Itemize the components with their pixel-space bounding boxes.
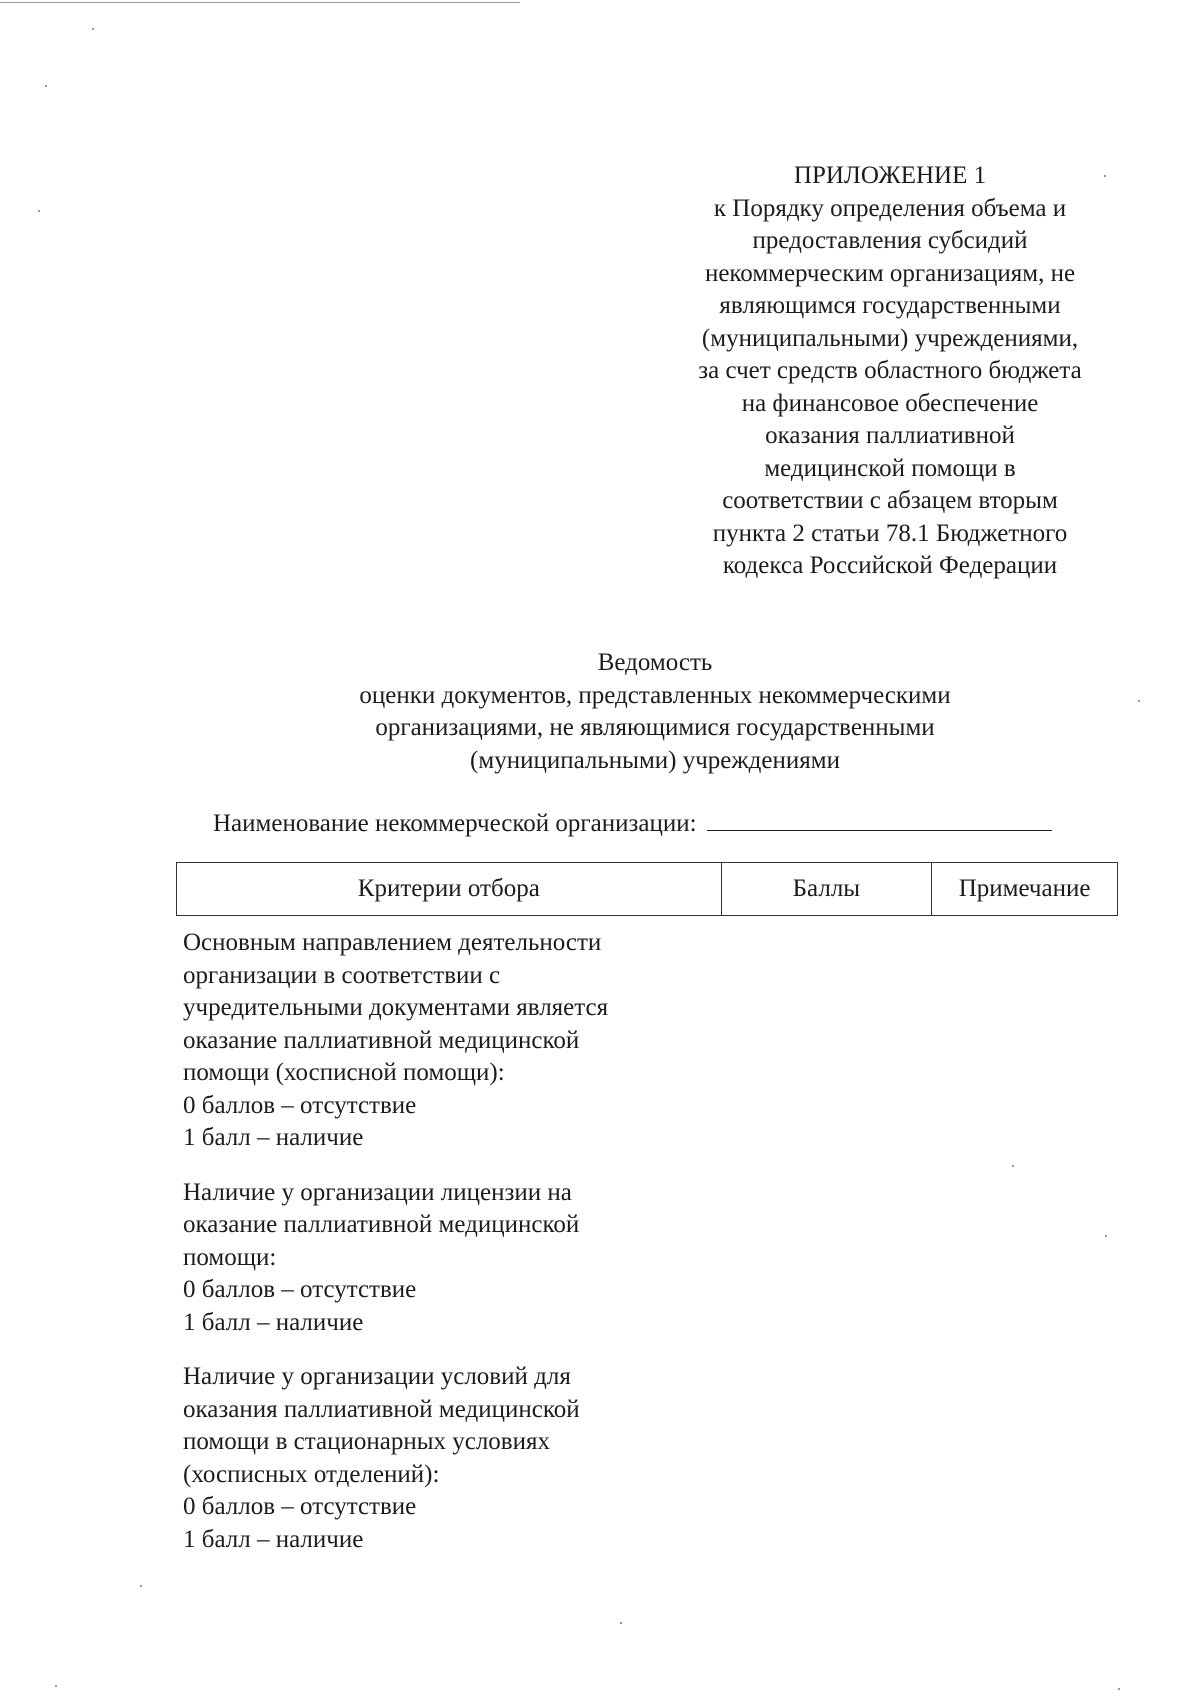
statement-subtitle-line: оценки документов, представленных некоммерческими: [359, 681, 951, 709]
criterion-inpatient-conditions: [183, 1361, 743, 1556]
criterion-line: помощи:: [183, 1243, 277, 1271]
scan-speck: [1118, 1688, 1120, 1690]
appendix-line: предоставления субсидий: [752, 227, 1028, 254]
appendix-line: за счет средств областного бюджета: [698, 357, 1082, 384]
statement-subtitle-line: (муниципальными) учреждениями: [470, 746, 840, 774]
appendix-heading: ПРИЛОЖЕНИЕ 1: [793, 162, 987, 189]
appendix-line: медицинской помощи в: [764, 454, 1016, 482]
appendix-line: являющимся государственными: [719, 292, 1061, 319]
criterion-line: оказание паллиативной медицинской: [183, 1211, 580, 1238]
statement-title-block: [220, 647, 1090, 777]
scan-speck: [620, 1622, 622, 1624]
appendix-line: пункта 2 статьи 78.1 Бюджетного: [712, 519, 1068, 547]
organization-name-label: Наименование некоммерческой организации:: [213, 810, 697, 837]
criterion-line: (хосписных отделений):: [183, 1460, 440, 1488]
appendix-line: оказания паллиативной: [765, 422, 1015, 449]
scan-artifact-line: [0, 2, 520, 3]
criterion-main-activity: [183, 927, 743, 1155]
criterion-score-line: 0 баллов – отсутствие: [183, 1276, 417, 1303]
scan-speck: [45, 85, 47, 87]
criteria-table-header: [176, 862, 1118, 916]
criterion-line: Основным направлением деятельности: [183, 929, 602, 956]
table-header-row: [177, 863, 1118, 916]
appendix-line: кодекса Российской Федерации: [722, 552, 1058, 579]
appendix-line: на финансовое обеспечение: [741, 389, 1039, 417]
criterion-line: организации в соответствии с: [183, 961, 501, 989]
scan-speck: [1138, 700, 1140, 702]
criterion-line: учредительными документами является: [183, 994, 609, 1021]
scan-speck: [92, 28, 94, 30]
appendix-line: соответствии с абзацем вторым: [722, 487, 1058, 514]
criterion-line: помощи в стационарных условиях: [183, 1428, 550, 1455]
criteria-list: [183, 927, 743, 1578]
criterion-line: Наличие у организации условий для: [183, 1363, 571, 1390]
criterion-score-line: 1 балл – наличие: [183, 1124, 364, 1151]
scan-speck: [55, 1685, 57, 1687]
appendix-line: к Порядку определения объема и: [713, 194, 1067, 222]
header-note: Примечание: [932, 863, 1118, 916]
scan-speck: [1105, 1235, 1107, 1237]
statement-title: Ведомость: [597, 649, 713, 676]
criterion-score-line: 1 балл – наличие: [183, 1308, 364, 1336]
header-criteria: Критерии отбора: [177, 863, 722, 916]
scan-speck: [38, 210, 40, 212]
criterion-score-line: 0 баллов – отсутствие: [183, 1091, 417, 1119]
statement-subtitle-line: организациями, не являющимися государственными: [375, 714, 935, 741]
criterion-license: [183, 1177, 743, 1340]
criterion-score-line: 1 балл – наличие: [183, 1525, 364, 1553]
criterion-line: Наличие у организации лицензии на: [183, 1178, 572, 1206]
criterion-line: помощи (хосписной помощи):: [183, 1059, 505, 1086]
scan-speck: [1012, 1165, 1014, 1167]
criterion-line: оказание паллиативной медицинской: [183, 1026, 580, 1054]
scan-speck: [140, 1585, 142, 1587]
appendix-line: (муниципальными) учреждениями,: [701, 324, 1079, 352]
appendix-line: некоммерческим организациям, не: [704, 259, 1076, 287]
criterion-line: оказания паллиативной медицинской: [183, 1395, 580, 1423]
organization-name-row: [213, 806, 1113, 840]
scan-speck: [1104, 175, 1106, 177]
organization-name-blank: [707, 806, 1052, 831]
criterion-score-line: 0 баллов – отсутствие: [183, 1493, 417, 1520]
header-points: Баллы: [721, 863, 932, 916]
appendix-block: [655, 160, 1125, 583]
